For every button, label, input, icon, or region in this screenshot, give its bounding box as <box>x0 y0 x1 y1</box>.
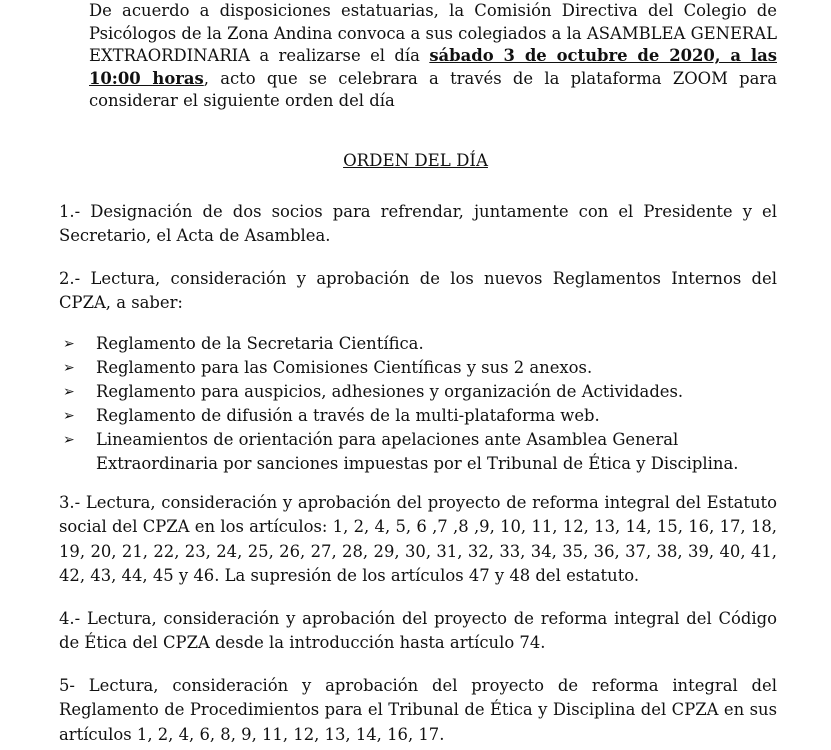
intro-paragraph <box>89 0 777 113</box>
intro-text-before: De acuerdo a disposiciones estatuarias, la Comisión Directiva del Colegio de Psicólogos de la Zona Andina convoca a sus colegiados a la ASAMBLEA GENERAL EXTRAORDINARIA a realizarse el día <box>89 1 777 66</box>
arrow-bullet-icon: ➢ <box>63 384 75 400</box>
agenda-heading: ORDEN DEL DÍA <box>343 151 488 170</box>
arrow-bullet-icon: ➢ <box>63 360 75 376</box>
intro-text-after: , acto que se celebrara a través de la plataforma ZOOM para considerar el siguiente orden del día <box>89 68 777 111</box>
agenda-item-4: 4.- Lectura, consideración y aprobación del proyecto de reforma integral del Código de Ética del CPZA desde la introducción hasta artículo 74. <box>59 609 777 653</box>
agenda-item-2: 2.- Lectura, consideración y aprobación de los nuevos Reglamentos Internos del CPZA, a saber: <box>59 269 777 313</box>
list-item: ➢ Reglamento de la Secretaria Científica. <box>63 332 777 356</box>
agenda-item-5: 5- Lectura, consideración y aprobación del proyecto de reforma integral del Reglamento de Procedimientos para el Tribunal de Ética y Disciplina del CPZA en sus artículos 1, 2, 4, 6, 8, 9, 11, 12, 13, 14, 16, 17. <box>59 676 777 744</box>
arrow-bullet-icon: ➢ <box>63 336 75 352</box>
arrow-bullet-icon: ➢ <box>63 432 75 448</box>
arrow-bullet-icon: ➢ <box>63 408 75 424</box>
assembly-date: sábado 3 de octubre de 2020, a las 10:00 horas <box>89 46 777 88</box>
list-item: ➢ Lineamientos de orientación para apelaciones ante Asamblea General Extraordinaria por sanciones impuestas por el Tribunal de Ética y Disciplina. <box>63 430 739 473</box>
agenda-item-3: 3.- Lectura, consideración y aprobación del proyecto de reforma integral del Estatuto social del CPZA en los artículos: 1, 2, 4, 5, 6 ,7 ,8 ,9, 10, 11, 12, 13, 14, 15, 16, 17, 18, 19, 20, 21, 22, 23, 24, 25, 26, 27, 28, 29, 30, 31, 32, 33, 34, 35, 36, 37, 38, 39, 40, 41, 42, 43, 44, 45 y 46. La supresión de los artículos 47 y 48 del estatuto. <box>59 493 777 586</box>
regulations-list <box>63 332 777 476</box>
agenda-item-1: 1.- Designación de dos socios para refrendar, juntamente con el Presidente y el Secretario, el Acta de Asamblea. <box>59 202 777 246</box>
list-item: ➢ Reglamento para las Comisiones Científicas y sus 2 anexos. <box>63 356 777 380</box>
list-item: ➢ Reglamento de difusión a través de la multi-plataforma web. <box>63 404 777 428</box>
list-item: ➢ Reglamento para auspicios, adhesiones y organización de Actividades. <box>63 380 777 404</box>
